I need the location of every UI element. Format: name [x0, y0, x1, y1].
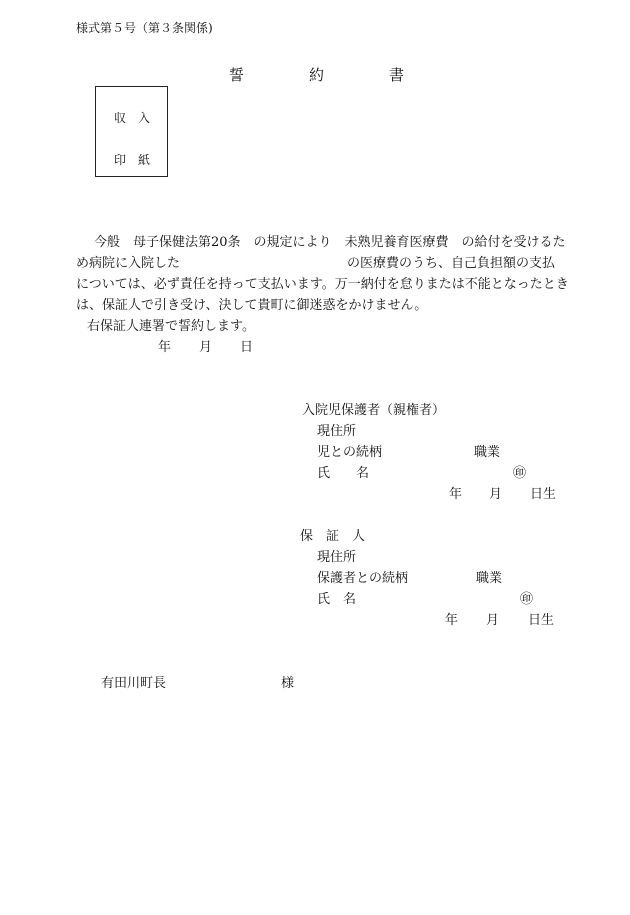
- revenue-stamp-box: [95, 86, 168, 177]
- guardian-occupation-label: 職業: [474, 445, 501, 460]
- title-char-2: 約: [309, 66, 325, 84]
- guardian-address-label: 現住所: [317, 424, 357, 439]
- title-char-1: 誓: [229, 66, 245, 84]
- body-line-4: は、保証人で引き受け、決して貴町に御迷惑をかけません。: [76, 298, 428, 313]
- guarantor-relation-label: 保護者との続柄: [317, 571, 409, 586]
- guarantor-birth-year: 年: [445, 613, 459, 628]
- guarantor-seal-mark: ㊞: [520, 592, 534, 607]
- guardian-birth-month: 月: [489, 487, 503, 502]
- guarantor-heading: 保 証 人: [300, 529, 366, 544]
- body-line-3: については、必ず責任を持って支払います。万一納付を怠りまたは不能となったとき: [76, 277, 569, 292]
- title-char-3: 書: [389, 66, 405, 84]
- form-number: 様式第５号（第３条関係): [76, 21, 213, 35]
- body-line-2a: め病院に入院した: [76, 256, 181, 271]
- guardian-relation-label: 児との続柄: [317, 445, 383, 460]
- addressee-recipient: 有田川町長: [101, 676, 167, 691]
- date-year-label: 年: [158, 340, 172, 355]
- guardian-heading: 入院児保護者（親権者）: [302, 403, 446, 418]
- guardian-birth-day: 日生: [530, 487, 557, 502]
- body-line-5: 右保証人連署で誓約します。: [87, 319, 255, 334]
- guarantor-name-label: 氏 名: [317, 592, 357, 607]
- guarantor-address-label: 現住所: [317, 550, 357, 565]
- stamp-label-line2: 印 紙: [114, 153, 151, 167]
- stamp-label-line1: 収 入: [114, 111, 151, 125]
- addressee-honorific: 様: [281, 676, 295, 691]
- guardian-name-label: 氏 名: [317, 466, 370, 481]
- guarantor-occupation-label: 職業: [476, 571, 503, 586]
- guarantor-birth-day: 日生: [528, 613, 555, 628]
- date-month-label: 月: [199, 340, 213, 355]
- body-line-2b: の医療費のうち、自己負担額の支払: [347, 256, 556, 271]
- date-day-label: 日: [240, 340, 254, 355]
- guarantor-birth-month: 月: [486, 613, 500, 628]
- guardian-birth-year: 年: [449, 487, 463, 502]
- body-line-1: 今般 母子保健法第20条 の規定により 未熟児養育医療費 の給付を受けるた: [94, 235, 566, 250]
- guardian-seal-mark: ㊞: [513, 466, 527, 481]
